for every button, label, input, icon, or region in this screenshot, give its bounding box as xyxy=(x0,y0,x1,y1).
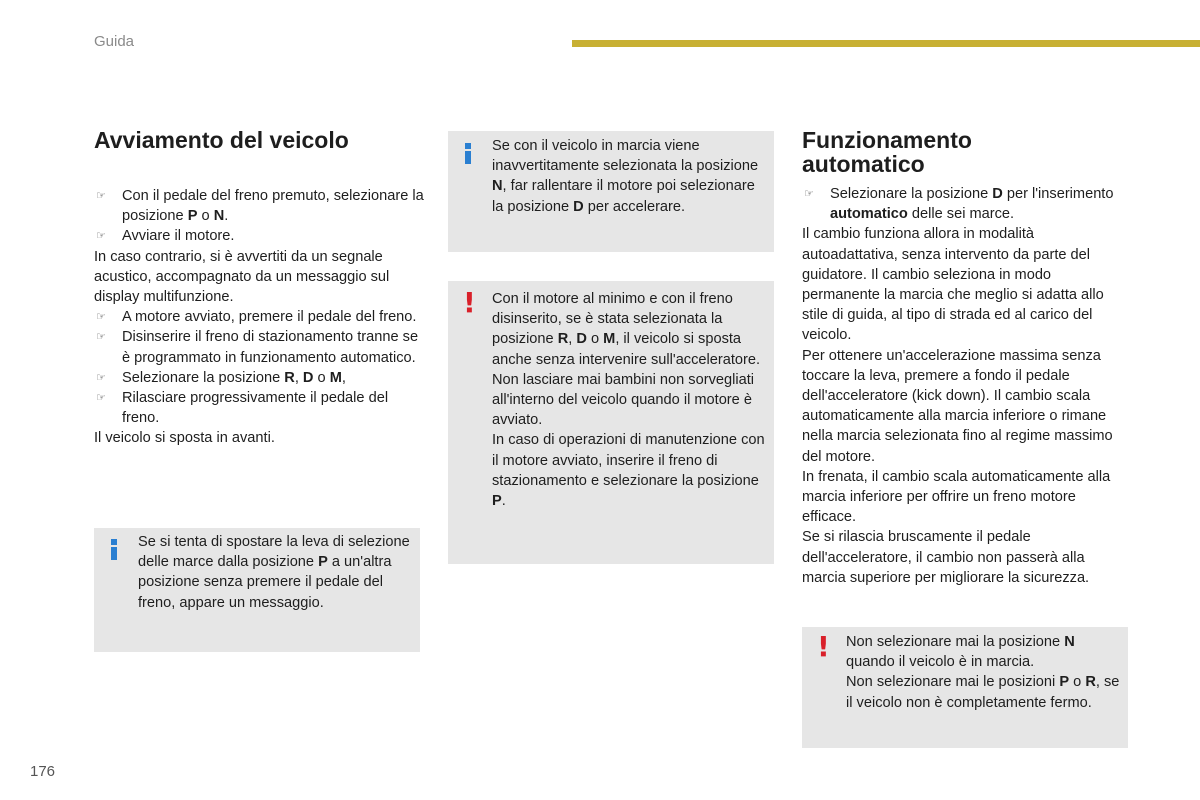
left-column xyxy=(94,128,424,449)
list-item: ☞ Disinserire il freno di stazionamento tranne se è programmato in funzionamento automatico. xyxy=(96,329,419,366)
list-item: ☞ A motore avviato, premere il pedale del freno. xyxy=(94,307,424,327)
warning-box xyxy=(802,627,1128,748)
paragraph: Non selezionare mai le posizioni P o R, se il veicolo non è completamente fermo. xyxy=(846,674,1120,711)
hand-pointer-icon: ☞ xyxy=(96,371,106,384)
list-item: ☞ Avviare il motore. xyxy=(94,226,424,246)
paragraph: Con il motore al minimo e con il freno disinserito, se è stata selezionata la posizione R, D o M, il veicolo si sposta anche senza intervenire sull'acceleratore. xyxy=(492,291,761,368)
header-accent-bar xyxy=(572,40,1200,47)
info-text: Se con il veicolo in marcia viene inavvertitamente selezionata la posizione N, far rallentare il motore poi selezionare la posizione D per accelerare. xyxy=(492,138,759,215)
paragraph: Non selezionare mai la posizione N quando il veicolo è in marcia. xyxy=(846,634,1075,671)
list-item: ☞ Selezionare la posizione R, D o M, xyxy=(94,368,424,388)
hand-pointer-icon: ☞ xyxy=(96,311,106,324)
info-text: Se si tenta di spostare la leva di selezione delle marce dalla posizione P a un'altra posizione senza premere il pedale del freno, appare un messaggio. xyxy=(138,534,410,611)
warning-box xyxy=(448,281,774,564)
paragraph: Il cambio funziona allora in modalità autoadattativa, senza intervento da parte del guidatore. Il cambio seleziona in modo permanente la marcia che meglio si adatta allo stile di guida, al tipo di strada ed al carico del veicolo. xyxy=(802,226,1104,344)
right-column xyxy=(802,128,1132,588)
list-item: ☞ Rilasciare progressivamente il pedale del freno. xyxy=(96,390,389,427)
list-item: ☞ Selezionare la posizione D per l'inserimento automatico delle sei marce. xyxy=(804,186,1114,223)
info-box xyxy=(94,528,420,652)
warning-exclamation-icon: ! xyxy=(817,630,830,663)
paragraph: Per ottenere un'accelerazione massima senza toccare la leva, premere a fondo il pedale dell'acceleratore (kick down). Il cambio scala automaticamente alla marcia inferiore o rimane nella marcia selezionata fino al regime massimo del motore. xyxy=(802,347,1113,465)
hand-pointer-icon: ☞ xyxy=(804,188,814,200)
hand-pointer-icon: ☞ xyxy=(96,190,106,202)
section-title-automatic: Funzionamento automatico xyxy=(802,127,972,177)
warning-text xyxy=(492,289,768,511)
info-box xyxy=(448,131,774,252)
hand-pointer-icon: ☞ xyxy=(96,230,106,243)
warning-exclamation-icon: ! xyxy=(463,286,476,319)
hand-pointer-icon: ☞ xyxy=(96,392,106,405)
paragraph: In frenata, il cambio scala automaticamente alla marcia inferiore per offrire un freno motore efficace. xyxy=(802,468,1111,526)
section-label: Guida xyxy=(94,33,135,50)
paragraph: Non lasciare mai bambini non sorvegliati all'interno del veicolo quando il motore è avviato. xyxy=(492,371,755,429)
paragraph: In caso contrario, si è avvertiti da un segnale acustico, accompagnato da un messaggio sul display multifunzione. xyxy=(94,248,390,306)
hand-pointer-icon: ☞ xyxy=(96,331,106,344)
paragraph: In caso di operazioni di manutenzione con il motore avviato, inserire il freno di stazionamento e selezionare la posizione P. xyxy=(492,432,765,510)
paragraph: Il veicolo si sposta in avanti. xyxy=(94,430,275,447)
paragraph: Se si rilascia bruscamente il pedale dell'acceleratore, il cambio non passerà alla marcia superiore per migliorare la sicurezza. xyxy=(802,529,1090,586)
list-item: ☞ Con il pedale del freno premuto, selezionare la posizione P o N. xyxy=(96,188,424,225)
warning-text xyxy=(846,632,1122,713)
section-title-starting: Avviamento del veicolo xyxy=(94,127,349,153)
page-number: 176 xyxy=(30,763,56,780)
